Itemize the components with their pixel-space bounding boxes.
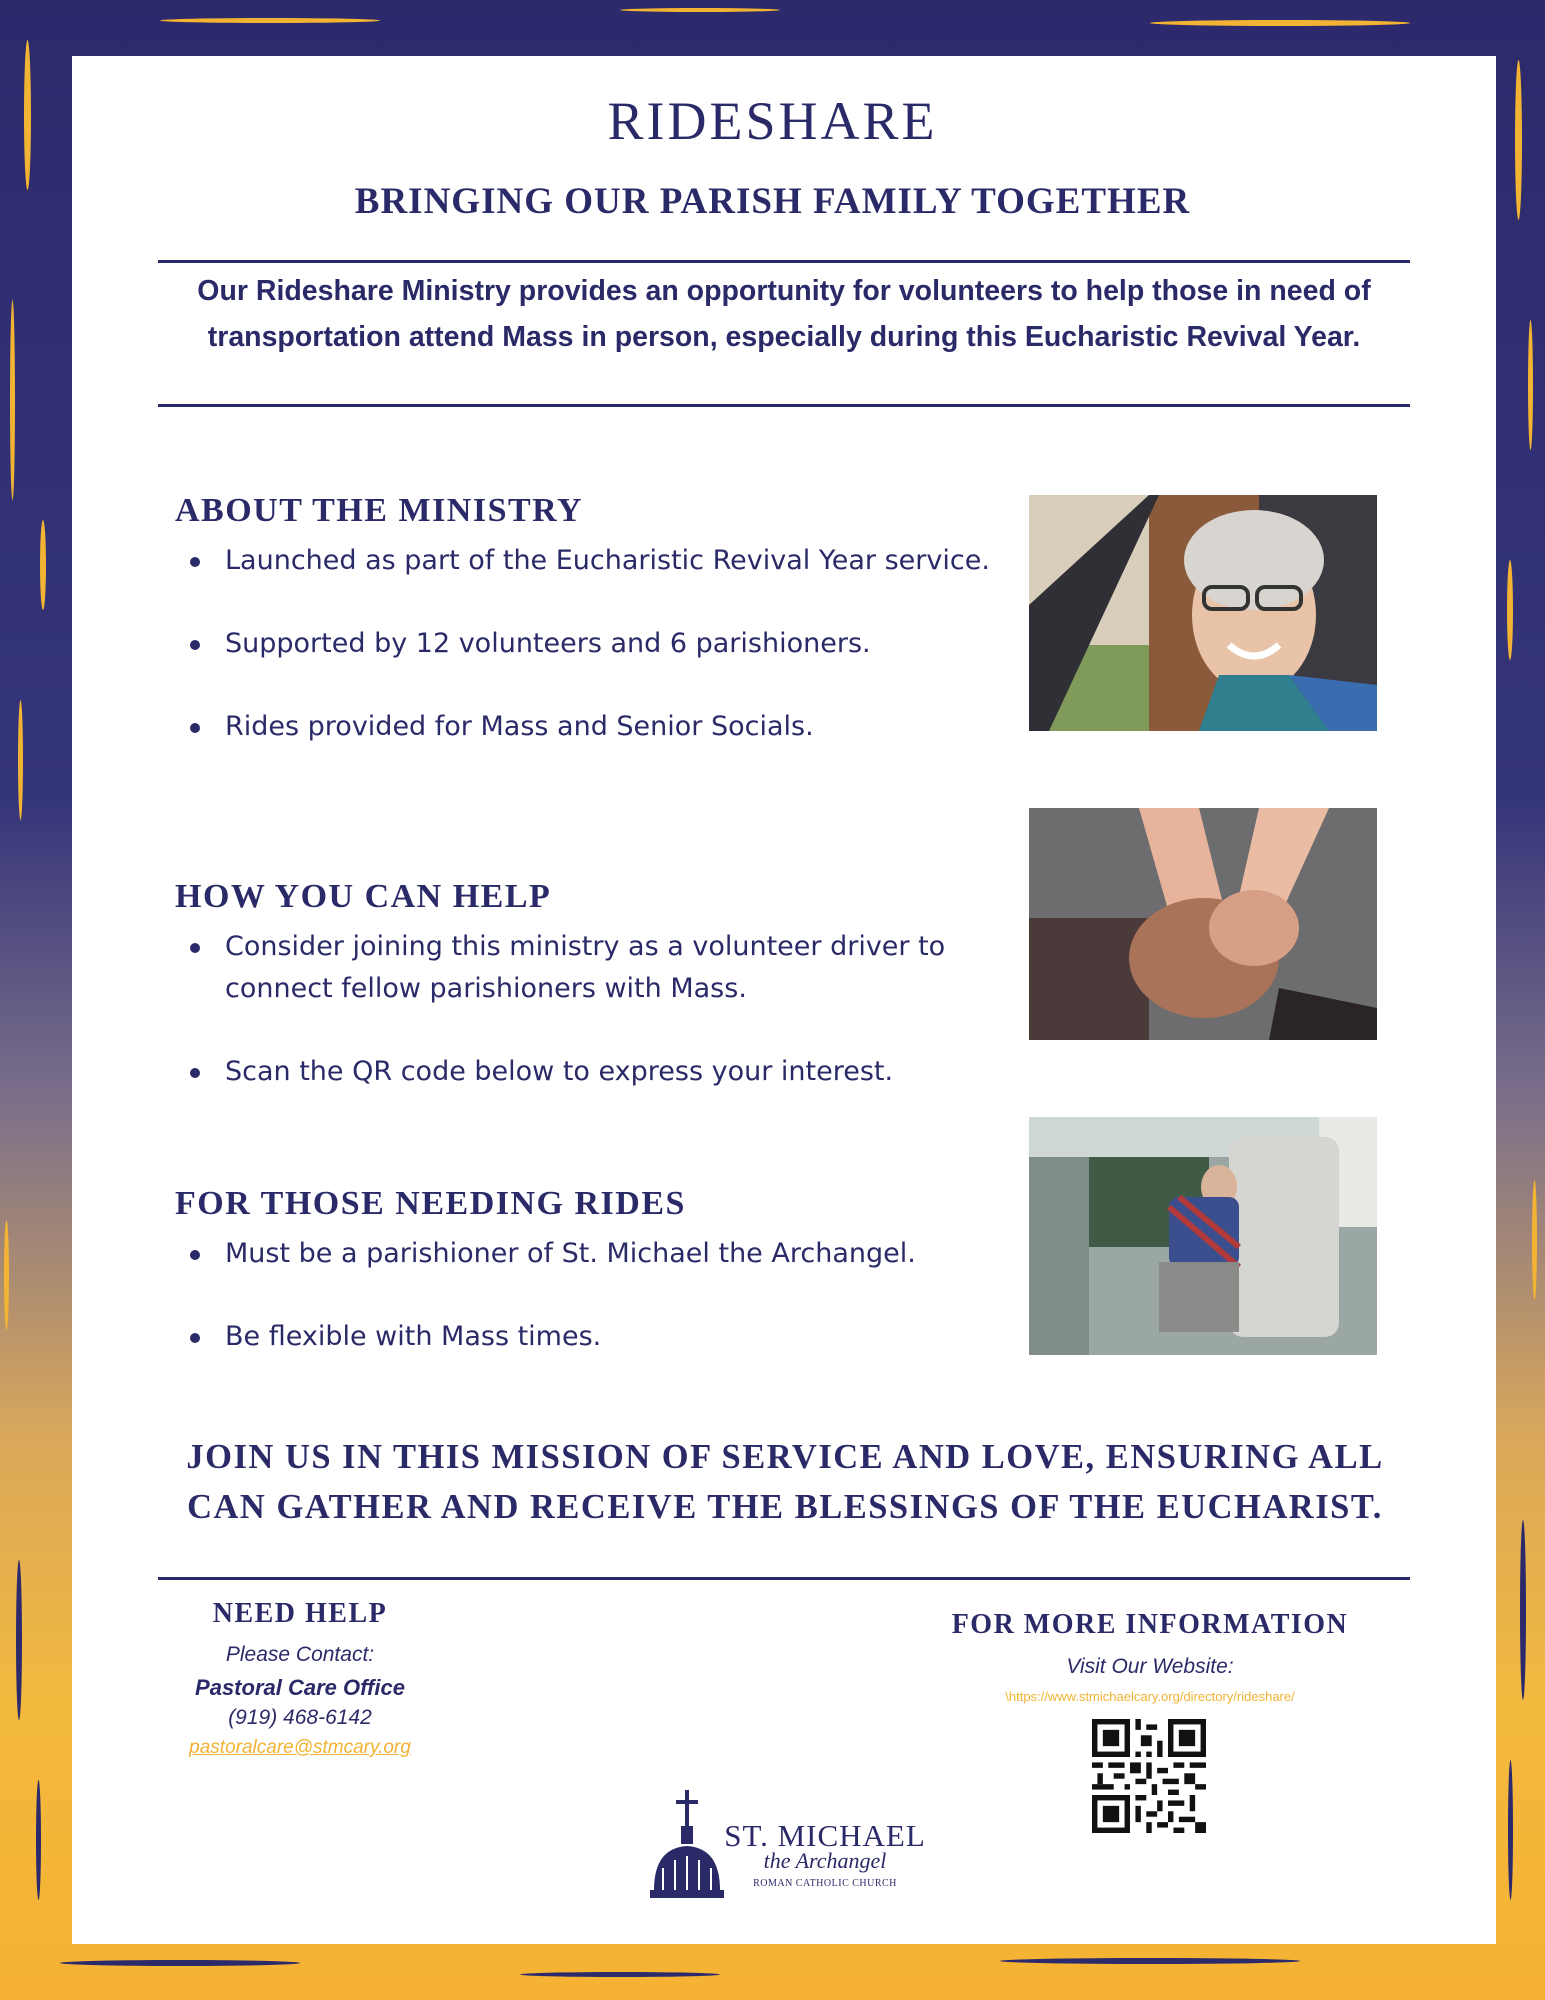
- church-dome-icon: [648, 1790, 728, 1908]
- page-title: RIDESHARE: [607, 91, 938, 151]
- website-prompt: Visit Our Website:: [1066, 1655, 1234, 1678]
- list-item: Rides provided for Mass and Senior Socials.: [190, 706, 1010, 748]
- website-link[interactable]: \https://www.stmichaelcary.org/directory/rideshare/: [1005, 1689, 1295, 1704]
- list-item: Consider joining this ministry as a volunteer driver to connect fellow parishioners with Mass.: [190, 926, 1010, 1010]
- logo-subtitle: ROMAN CATHOLIC CHURCH: [753, 1878, 897, 1889]
- contact-prompt: Please Contact:: [225, 1643, 375, 1666]
- section-heading-about: ABOUT THE MINISTRY: [175, 492, 584, 529]
- photo-senior-woman: [1029, 495, 1377, 731]
- section-heading-rides: FOR THOSE NEEDING RIDES: [175, 1185, 686, 1222]
- closing-statement: JOIN US IN THIS MISSION OF SERVICE AND LOVE, ENSURING ALL CAN GATHER AND RECEIVE THE BLESSINGS OF THE EUCHARIST.: [186, 1438, 1384, 1526]
- list-item: Be flexible with Mass times.: [190, 1316, 1010, 1358]
- section-heading-help: HOW YOU CAN HELP: [175, 878, 552, 915]
- divider: [158, 404, 1410, 407]
- help-list: [190, 926, 1010, 1134]
- about-list: [190, 540, 1010, 789]
- divider: [158, 260, 1410, 263]
- list-item: Must be a parishioner of St. Michael the Archangel.: [190, 1233, 1010, 1275]
- more-info-heading: FOR MORE INFORMATION: [951, 1609, 1349, 1640]
- contact-phone: (919) 468-6142: [228, 1706, 372, 1729]
- logo-name: ST. MICHAEL: [724, 1818, 926, 1853]
- need-help-heading: NEED HELP: [212, 1598, 388, 1629]
- page-subtitle: BRINGING OUR PARISH FAMILY TOGETHER: [354, 181, 1191, 222]
- contact-email-link[interactable]: pastoralcare@stmcary.org: [189, 1737, 411, 1758]
- contact-office: Pastoral Care Office: [195, 1675, 405, 1700]
- rides-list: [190, 1233, 1010, 1399]
- qr-code[interactable]: [1092, 1719, 1206, 1833]
- list-item: Supported by 12 volunteers and 6 parishioners.: [190, 623, 1010, 665]
- photo-holding-hands: [1029, 808, 1377, 1040]
- list-item: Launched as part of the Eucharistic Revival Year service.: [190, 540, 1010, 582]
- intro-text: Our Rideshare Ministry provides an opportunity for volunteers to help those in need of transportation attend Mass in person, especially during this Eucharistic Revival Year.: [197, 275, 1371, 353]
- photo-car-passenger: [1029, 1117, 1377, 1355]
- divider: [158, 1577, 1410, 1580]
- list-item: Scan the QR code below to express your interest.: [190, 1051, 1010, 1093]
- logo-tagline: the Archangel: [763, 1848, 887, 1873]
- church-logo: [648, 1790, 928, 1910]
